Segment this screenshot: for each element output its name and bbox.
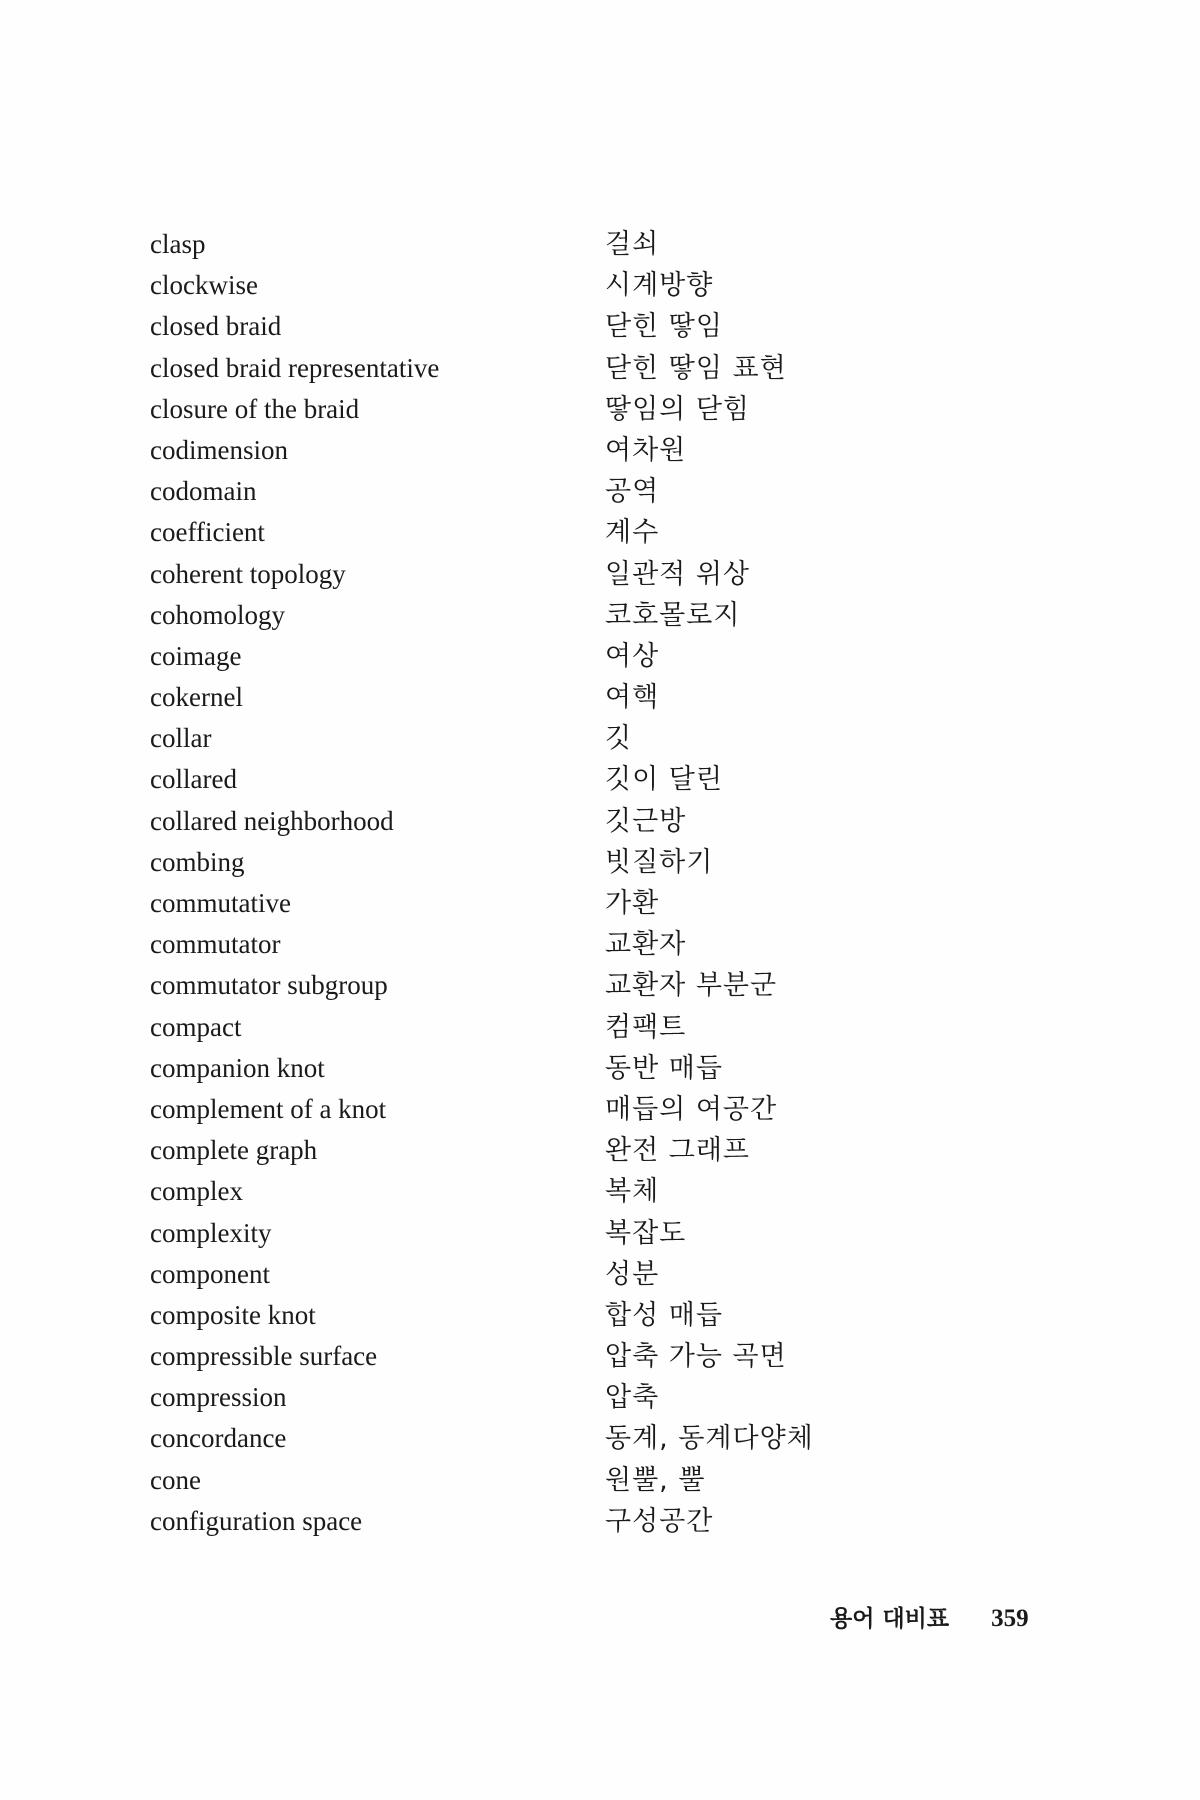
glossary-row bbox=[150, 634, 1050, 675]
glossary-row bbox=[150, 1211, 1050, 1252]
glossary-row bbox=[150, 222, 1050, 263]
english-term: compact bbox=[150, 1011, 242, 1042]
korean-term: 압축 bbox=[605, 1382, 660, 1414]
glossary-row bbox=[150, 593, 1050, 634]
english-term: commutative bbox=[150, 888, 291, 918]
korean-term: 동계, 동계다양체 bbox=[605, 1423, 814, 1455]
english-term: commutator bbox=[150, 929, 281, 960]
english-term: component bbox=[150, 1258, 270, 1289]
korean-term: 시계방향 bbox=[605, 270, 714, 302]
english-term: complexity bbox=[150, 1217, 272, 1248]
english-term: closed braid representative bbox=[150, 352, 440, 383]
korean-term: 여차원 bbox=[605, 434, 687, 466]
glossary-row bbox=[150, 1458, 1050, 1499]
glossary-row bbox=[150, 716, 1050, 757]
korean-term: 구성공간 bbox=[605, 1505, 714, 1537]
english-term: cohomology bbox=[150, 599, 285, 630]
glossary-row bbox=[150, 1046, 1050, 1087]
glossary-row bbox=[150, 1169, 1050, 1210]
english-term: cokernel bbox=[150, 682, 243, 713]
glossary-row bbox=[150, 757, 1050, 798]
glossary-row bbox=[150, 552, 1050, 593]
korean-term: 일관적 위상 bbox=[605, 558, 750, 590]
english-term: configuration space bbox=[150, 1505, 363, 1536]
glossary-row bbox=[150, 510, 1050, 551]
page-number: 359 bbox=[991, 1605, 1029, 1632]
glossary-row bbox=[150, 1499, 1050, 1540]
english-term: collared neighborhood bbox=[150, 805, 394, 836]
glossary-row bbox=[150, 1005, 1050, 1046]
korean-term: 동반 매듭 bbox=[605, 1052, 723, 1084]
english-term: closed braid bbox=[150, 311, 282, 342]
glossary-row bbox=[150, 1293, 1050, 1334]
english-term: compressible surface bbox=[150, 1341, 378, 1372]
glossary-row bbox=[150, 1416, 1050, 1457]
korean-term: 공역 bbox=[605, 476, 660, 508]
korean-term: 여핵 bbox=[605, 682, 660, 714]
korean-term: 닫힌 땋임 bbox=[605, 311, 723, 343]
glossary-row bbox=[150, 675, 1050, 716]
glossary-row bbox=[150, 346, 1050, 387]
korean-term: 매듭의 여공간 bbox=[605, 1093, 778, 1125]
english-term: companion knot bbox=[150, 1052, 325, 1083]
korean-term: 복잡도 bbox=[605, 1217, 687, 1249]
korean-term: 완전 그래프 bbox=[605, 1135, 750, 1167]
glossary-row bbox=[150, 304, 1050, 345]
english-term: clasp bbox=[150, 229, 206, 259]
english-term: compression bbox=[150, 1382, 287, 1413]
english-term: clockwise bbox=[150, 270, 258, 301]
glossary-row bbox=[150, 1375, 1050, 1416]
korean-term: 코호몰로지 bbox=[605, 599, 741, 631]
english-term: commutator subgroup bbox=[150, 970, 388, 1001]
korean-term: 교환자 bbox=[605, 929, 687, 961]
glossary-row bbox=[150, 1128, 1050, 1169]
english-term: complex bbox=[150, 1176, 243, 1207]
korean-term: 깃 bbox=[605, 723, 633, 755]
english-term: coefficient bbox=[150, 517, 265, 548]
english-term: combing bbox=[150, 846, 245, 877]
glossary-row bbox=[150, 1087, 1050, 1128]
korean-term: 가환 bbox=[605, 888, 660, 919]
english-term: collar bbox=[150, 723, 212, 754]
korean-term: 닫힌 땋임 표현 bbox=[605, 352, 787, 384]
english-term: coherent topology bbox=[150, 558, 346, 589]
english-term: concordance bbox=[150, 1423, 287, 1454]
glossary-row bbox=[150, 922, 1050, 963]
glossary-list bbox=[150, 222, 1050, 1540]
glossary-row bbox=[150, 428, 1050, 469]
english-term: codomain bbox=[150, 476, 257, 507]
page-footer bbox=[830, 1600, 1029, 1633]
korean-term: 깃이 달린 bbox=[605, 764, 723, 796]
korean-term: 합성 매듭 bbox=[605, 1299, 723, 1331]
glossary-row bbox=[150, 469, 1050, 510]
glossary-row bbox=[150, 840, 1050, 881]
korean-term: 걸쇠 bbox=[605, 229, 660, 260]
english-term: closure of the braid bbox=[150, 393, 360, 424]
english-term: collared bbox=[150, 764, 237, 795]
korean-term: 컴팩트 bbox=[605, 1011, 687, 1043]
korean-term: 땋임의 닫힘 bbox=[605, 393, 750, 425]
english-term: complement of a knot bbox=[150, 1093, 387, 1124]
korean-term: 복체 bbox=[605, 1176, 660, 1208]
running-head: 용어 대비표 bbox=[830, 1606, 950, 1632]
english-term: cone bbox=[150, 1464, 201, 1495]
glossary-row bbox=[150, 799, 1050, 840]
glossary-row bbox=[150, 881, 1050, 922]
korean-term: 교환자 부분군 bbox=[605, 970, 778, 1002]
glossary-row bbox=[150, 963, 1050, 1004]
glossary-row bbox=[150, 263, 1050, 304]
korean-term: 여상 bbox=[605, 640, 660, 672]
korean-term: 계수 bbox=[605, 517, 660, 549]
english-term: composite knot bbox=[150, 1299, 316, 1330]
korean-term: 성분 bbox=[605, 1258, 660, 1290]
glossary-row bbox=[150, 1334, 1050, 1375]
korean-term: 깃근방 bbox=[605, 805, 687, 837]
korean-term: 빗질하기 bbox=[605, 846, 714, 878]
korean-term: 원뿔, 뿔 bbox=[605, 1464, 706, 1496]
korean-term: 압축 가능 곡면 bbox=[605, 1341, 787, 1373]
glossary-row bbox=[150, 1252, 1050, 1293]
english-term: codimension bbox=[150, 434, 288, 465]
english-term: complete graph bbox=[150, 1135, 318, 1166]
glossary-row bbox=[150, 387, 1050, 428]
english-term: coimage bbox=[150, 640, 242, 671]
